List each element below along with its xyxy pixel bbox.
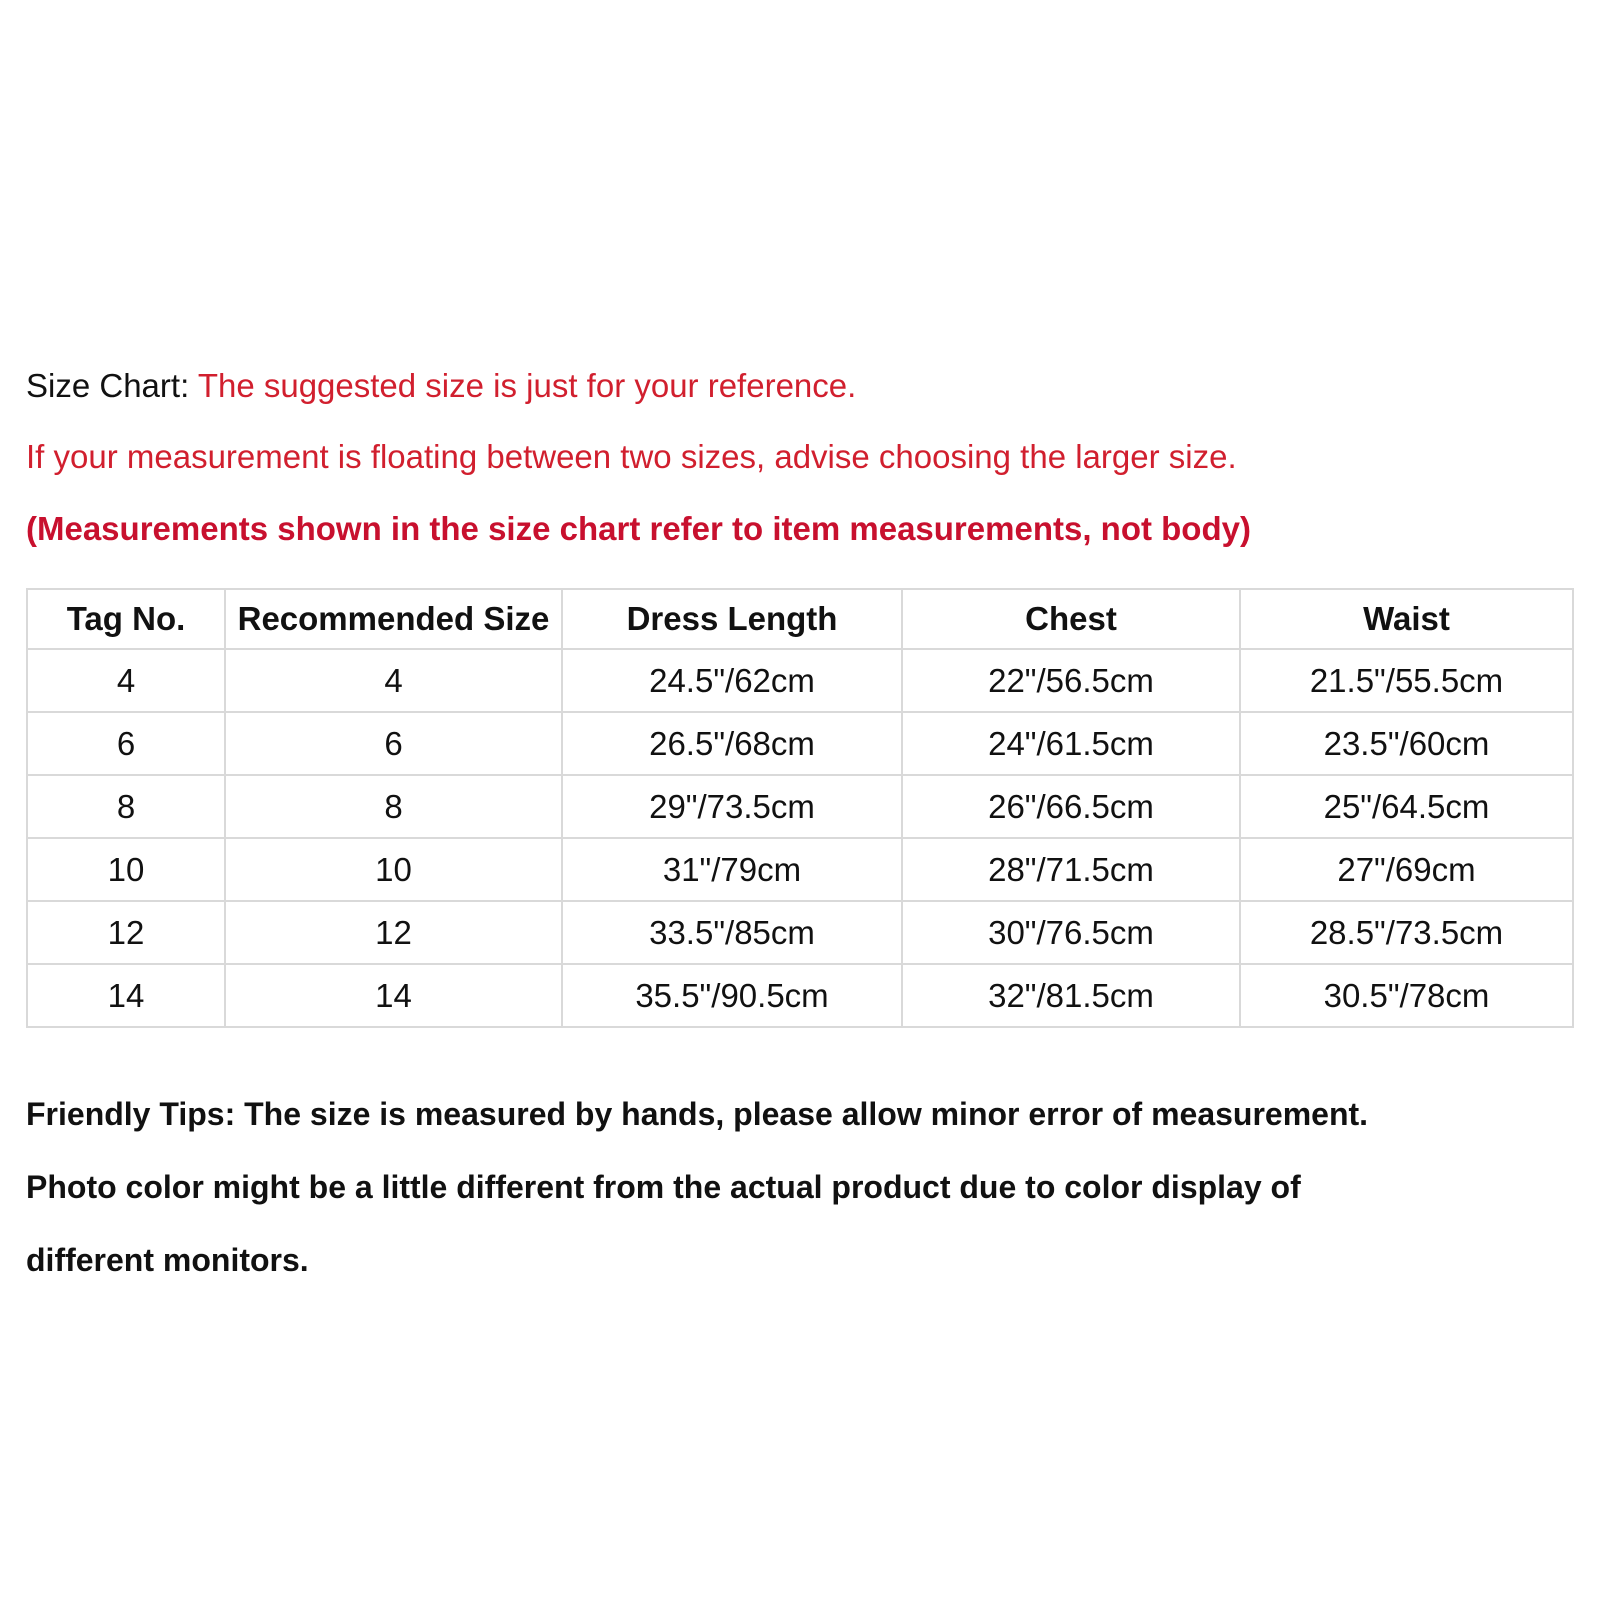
waist-cell: 27"/69cm <box>1240 838 1573 901</box>
header-dress-length: Dress Length <box>562 589 902 649</box>
waist-cell: 21.5"/55.5cm <box>1240 649 1573 712</box>
dress-length-cell: 33.5"/85cm <box>562 901 902 964</box>
header-waist: Waist <box>1240 589 1573 649</box>
chest-cell: 22"/56.5cm <box>902 649 1240 712</box>
chest-cell: 26"/66.5cm <box>902 775 1240 838</box>
recommended-size-cell: 14 <box>225 964 562 1027</box>
dress-length-cell: 29"/73.5cm <box>562 775 902 838</box>
chest-cell: 32"/81.5cm <box>902 964 1240 1027</box>
table-row <box>27 964 1573 1027</box>
recommended-size-cell: 12 <box>225 901 562 964</box>
size-chart-label: Size Chart <box>26 367 181 404</box>
size-chart-intro-line <box>26 366 856 406</box>
table-row <box>27 712 1573 775</box>
table-row <box>27 901 1573 964</box>
header-tag-no: Tag No. <box>27 589 225 649</box>
waist-cell: 23.5"/60cm <box>1240 712 1573 775</box>
recommended-size-cell: 8 <box>225 775 562 838</box>
tag-no-cell: 10 <box>27 838 225 901</box>
size-chart-label-separator: : <box>180 367 198 404</box>
table-header-row <box>27 589 1573 649</box>
measurement-note: (Measurements shown in the size chart refer to item measurements, not body) <box>26 510 1251 547</box>
reference-note: The suggested size is just for your reference. <box>197 367 857 404</box>
friendly-tips-line: Friendly Tips: The size is measured by hands, please allow minor error of measurement. <box>26 1096 1369 1132</box>
recommended-size-cell: 10 <box>225 838 562 901</box>
tag-no-cell: 4 <box>27 649 225 712</box>
photo-color-note: Photo color might be a little different from the actual product due to color display of <box>26 1169 1301 1205</box>
header-chest: Chest <box>902 589 1240 649</box>
dress-length-cell: 31"/79cm <box>562 838 902 901</box>
dress-length-cell: 24.5"/62cm <box>562 649 902 712</box>
size-table <box>26 588 1574 1028</box>
waist-cell: 25"/64.5cm <box>1240 775 1573 838</box>
photo-color-note-continued: different monitors. <box>26 1242 309 1278</box>
waist-cell: 30.5"/78cm <box>1240 964 1573 1027</box>
header-recommended-size: Recommended Size <box>225 589 562 649</box>
tag-no-cell: 14 <box>27 964 225 1027</box>
tag-no-cell: 12 <box>27 901 225 964</box>
recommended-size-cell: 6 <box>225 712 562 775</box>
chest-cell: 28"/71.5cm <box>902 838 1240 901</box>
dress-length-cell: 26.5"/68cm <box>562 712 902 775</box>
waist-cell: 28.5"/73.5cm <box>1240 901 1573 964</box>
tag-no-cell: 6 <box>27 712 225 775</box>
recommended-size-cell: 4 <box>225 649 562 712</box>
table-row <box>27 838 1573 901</box>
table-row <box>27 649 1573 712</box>
tag-no-cell: 8 <box>27 775 225 838</box>
chest-cell: 30"/76.5cm <box>902 901 1240 964</box>
dress-length-cell: 35.5"/90.5cm <box>562 964 902 1027</box>
larger-size-advice: If your measurement is floating between two sizes, advise choosing the larger size. <box>26 438 1237 475</box>
table-row <box>27 775 1573 838</box>
chest-cell: 24"/61.5cm <box>902 712 1240 775</box>
